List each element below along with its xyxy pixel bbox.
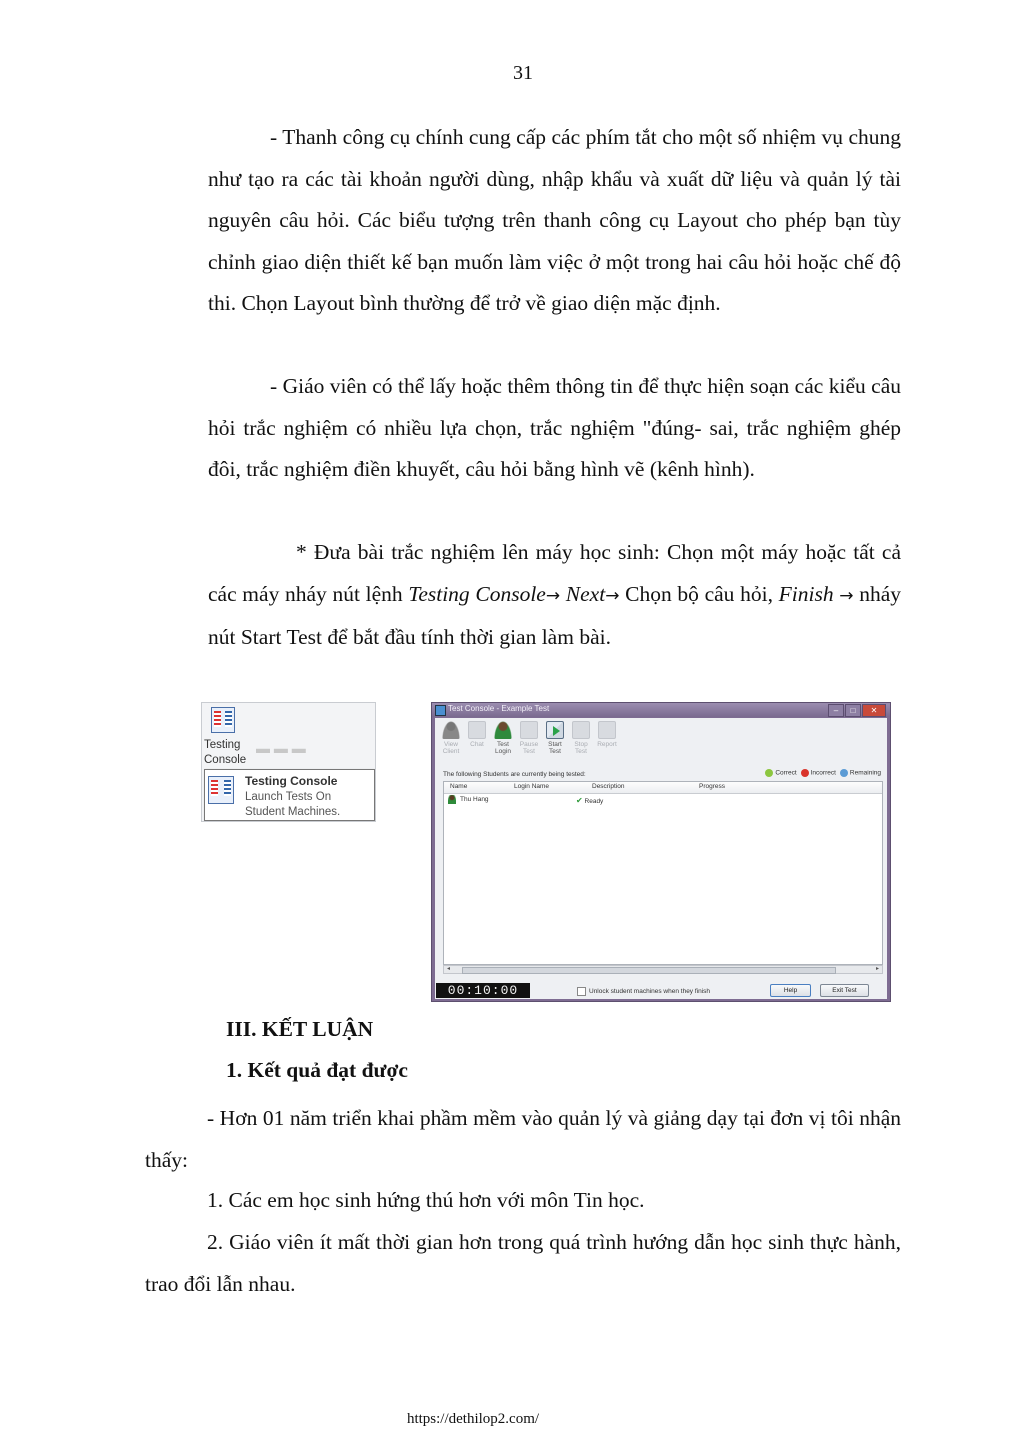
column-header-login-name[interactable]: Login Name bbox=[514, 783, 550, 790]
unlock-label: Unlock student machines when they finish bbox=[589, 988, 711, 995]
test-timer: 00:10:00 bbox=[436, 983, 530, 998]
scroll-left-icon[interactable]: ◂ bbox=[447, 965, 451, 972]
correct-icon bbox=[765, 769, 773, 777]
paragraph-results-intro: - Hơn 01 năm triển khai phầm mềm vào quản lý và giảng dạy tại đơn vị tôi nhận thấy: bbox=[145, 1106, 901, 1172]
toolbar-label: Stop Test bbox=[574, 741, 588, 755]
legend-incorrect bbox=[801, 769, 836, 777]
legend-correct bbox=[765, 769, 796, 777]
chat-button[interactable] bbox=[465, 721, 489, 748]
view-client-button[interactable] bbox=[439, 721, 463, 755]
test-login-button[interactable] bbox=[491, 721, 515, 755]
legend-label: Incorrect bbox=[810, 769, 836, 777]
stop-icon bbox=[572, 721, 590, 739]
section-heading: III. KẾT LUẬN bbox=[226, 1017, 374, 1041]
test-console-window bbox=[431, 702, 891, 1002]
ribbon-screenshot bbox=[201, 702, 376, 822]
testing-console-ribbon-button[interactable] bbox=[204, 705, 256, 769]
app-icon bbox=[435, 705, 446, 716]
window-client-area bbox=[435, 718, 887, 999]
arrow-right-icon: → bbox=[545, 585, 561, 606]
unlock-option[interactable] bbox=[577, 987, 710, 996]
ribbon-label-line2: Console bbox=[204, 754, 247, 766]
toolbar-label: Report bbox=[597, 741, 617, 748]
arrow-right-icon: → bbox=[605, 585, 620, 606]
paragraph-question-types: - Giáo viên có thể lấy hoặc thêm thông tin để thực hiện soạn các kiểu câu hỏi trắc nghiệm có nhiều lựa chọn, trắc nghiệm "đúng- sai, trắc nghiệm ghép đôi, trắc nghiệm điền khuyết, câu hỏi bằng hình vẽ (kênh hình). bbox=[208, 374, 901, 482]
toolbar-label: Pause Test bbox=[519, 741, 539, 755]
help-button[interactable]: Help bbox=[770, 984, 811, 997]
italic-testing-console: Testing Console bbox=[408, 581, 546, 606]
window-controls bbox=[828, 704, 886, 717]
footer-url: https://dethilop2.com/ bbox=[406, 1411, 540, 1427]
pause-icon bbox=[520, 721, 538, 739]
scroll-right-icon[interactable]: ▸ bbox=[875, 965, 879, 972]
column-header-description[interactable]: Description bbox=[592, 783, 625, 790]
italic-next: Next bbox=[565, 581, 606, 606]
testing-console-icon bbox=[211, 707, 235, 733]
horizontal-scrollbar[interactable] bbox=[443, 965, 883, 974]
start-test-button[interactable] bbox=[543, 721, 567, 755]
page-number: 31 bbox=[513, 62, 533, 84]
italic-finish: Finish bbox=[778, 581, 834, 606]
student-description bbox=[576, 796, 603, 805]
unlock-checkbox[interactable] bbox=[577, 987, 586, 996]
window-title: Test Console - Example Test bbox=[448, 704, 550, 713]
list-item-1: 1. Các em học sinh hứng thú hơn với môn Tin học. bbox=[207, 1188, 645, 1212]
legend-label: Correct bbox=[775, 769, 797, 777]
user-login-icon bbox=[494, 721, 512, 739]
list-header bbox=[444, 782, 882, 794]
subsection-heading: 1. Kết quả đạt được bbox=[226, 1058, 408, 1082]
student-icon bbox=[448, 795, 456, 804]
toolbar-label: View Client bbox=[442, 741, 460, 755]
table-row[interactable] bbox=[444, 794, 882, 806]
list-item-2: 2. Giáo viên ít mất thời gian hơn trong quá trình hướng dẫn học sinh thực hành, trao đổi lẫn nhau. bbox=[145, 1230, 901, 1296]
ready-check-icon: ✔ bbox=[576, 796, 583, 805]
chat-icon bbox=[468, 721, 486, 739]
legend bbox=[765, 769, 881, 777]
stop-test-button[interactable] bbox=[569, 721, 593, 755]
toolbar-label: Chat bbox=[470, 741, 484, 748]
description-text: Ready bbox=[584, 798, 604, 805]
toolbar-label: Test Login bbox=[495, 741, 511, 755]
pause-test-button[interactable] bbox=[517, 721, 541, 755]
minimize-icon[interactable]: – bbox=[828, 704, 844, 717]
status-text: The following Students are currently being tested: bbox=[443, 771, 586, 778]
close-icon[interactable]: ✕ bbox=[862, 704, 886, 717]
student-name: Thu Hang bbox=[460, 796, 489, 803]
incorrect-icon bbox=[801, 769, 809, 777]
ribbon-button-label bbox=[204, 738, 256, 768]
tooltip-description: Launch Tests On Student Machines. bbox=[245, 791, 341, 818]
paragraph-toolbar-description: - Thanh công cụ chính cung cấp các phím tắt cho một số nhiệm vụ chung như tạo ra các tài khoản người dùng, nhập khẩu và xuất dữ liệu và quản lý tài nguyên câu hỏi. Các biểu tượng trên thanh công cụ Layout cho phép bạn tùy chỉnh giao diện thiết kế bạn muốn làm việc ở một trong hai câu hỏi hoặc chế độ thi. Chọn Layout bình thường để trở về giao diện mặc định. bbox=[208, 125, 901, 316]
column-header-progress[interactable]: Progress bbox=[699, 783, 726, 790]
tooltip-title: Testing Console bbox=[245, 774, 338, 788]
testing-console-icon bbox=[208, 776, 234, 804]
start-test-icon bbox=[546, 721, 564, 739]
text-run: * Đưa bài trắc nghiệm lên máy học sinh: Chọn một máy hoặc tất cả các máy nháy nút lệnh bbox=[208, 540, 901, 606]
ribbon-label-line1: Testing bbox=[204, 739, 241, 751]
column-header-name[interactable]: Name bbox=[450, 783, 468, 790]
remaining-icon bbox=[840, 769, 848, 777]
paragraph-deploy-test bbox=[208, 532, 901, 659]
monitor-icon bbox=[442, 721, 460, 739]
faded-ribbon-icons: ▬ ▬ ▬ bbox=[256, 740, 306, 756]
tooltip bbox=[204, 769, 375, 821]
arrow-right-icon: → bbox=[839, 585, 854, 606]
scrollbar-thumb[interactable] bbox=[462, 967, 836, 974]
window-titlebar[interactable] bbox=[432, 703, 890, 717]
toolbar-label: Start Test bbox=[548, 741, 562, 755]
text-run: Chọn bộ câu hỏi, bbox=[619, 581, 779, 606]
legend-remaining bbox=[840, 769, 881, 777]
report-button[interactable] bbox=[595, 721, 619, 748]
report-icon bbox=[598, 721, 616, 739]
exit-test-button[interactable]: Exit Test bbox=[820, 984, 869, 997]
legend-label: Remaining bbox=[849, 769, 881, 777]
toolbar bbox=[435, 718, 887, 768]
students-list[interactable] bbox=[443, 781, 883, 965]
maximize-icon[interactable]: □ bbox=[845, 704, 861, 717]
text-run: nháy nút Start Test để bắt đầu tính thời gian làm bài. bbox=[208, 581, 901, 650]
